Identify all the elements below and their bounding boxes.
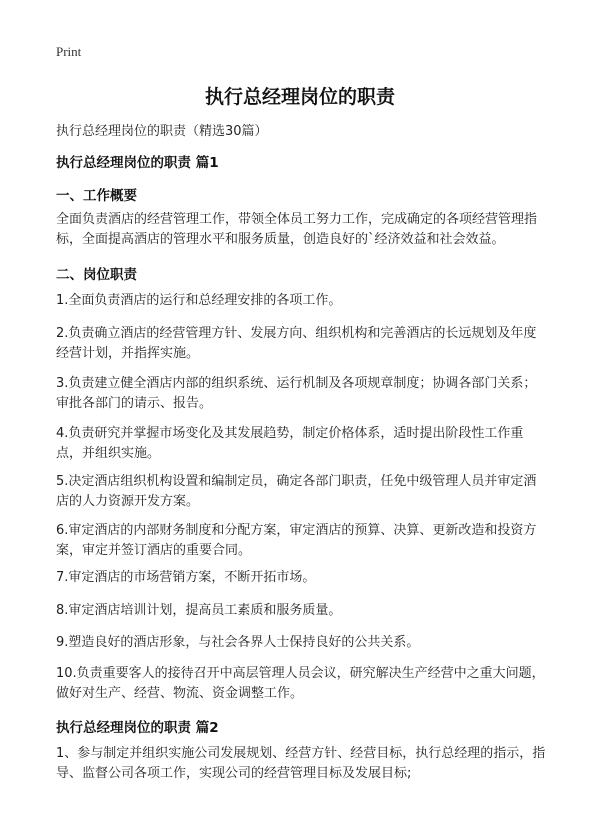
duties-heading: 二、岗位职责 [56, 267, 137, 283]
article-2-heading: 执行总经理岗位的职责 篇2 [56, 720, 219, 736]
overview-heading: 一、工作概要 [56, 188, 137, 204]
document-title: 执行总经理岗位的职责 [204, 86, 395, 108]
print-link[interactable]: Print [56, 44, 82, 59]
duty-item-7: 7.审定酒店的市场营销方案，不断开拓市场。 [56, 570, 316, 585]
duty-item-1: 1.全面负责酒店的运行和总经理安排的各项工作。 [56, 293, 342, 308]
overview-paragraph: 全面负责酒店的经营管理工作，带领全体员工努力工作，完成确定的各项经营管理指标，全面提高酒店的管理水平和服务质量，创造良好的`经济效益和社会效益。 [56, 212, 538, 247]
document-subtitle: 执行总经理岗位的职责（精选30篇） [56, 124, 268, 139]
duty-item-6: 6.审定酒店的内部财务制度和分配方案，审定酒店的预算、决算、更新改造和投资方案，审定并签订酒店的重要合同。 [56, 523, 537, 558]
duty-item-5: 5.决定酒店组织机构设置和编制定员，确定各部门职责，任免中级管理人员并审定酒店的人力资源开发方案。 [56, 474, 537, 509]
article-1-heading: 执行总经理岗位的职责 篇1 [56, 155, 219, 171]
article-2-item-1: 1、参与制定并组织实施公司发展规划、经营方针、经营目标，执行总经理的指示，指导、监督公司各项工作，实现公司的经营管理目标及发展目标; [56, 746, 546, 781]
duty-item-4: 4.负责研究并掌握市场变化及其发展趋势，制定价格体系，适时提出阶段性工作重点，并组织实施。 [56, 426, 524, 461]
duty-item-8: 8.审定酒店培训计划，提高员工素质和服务质量。 [56, 603, 342, 618]
duty-item-2: 2.负责确立酒店的经营管理方针、发展方向、组织机构和完善酒店的长远规划及年度经营计划，并指挥实施。 [56, 326, 537, 361]
duty-item-10: 10.负责重要客人的接待召开中高层管理人员会议，研究解决生产经营中之重大问题，做好对生产、经营、物流、资金调整工作。 [56, 666, 545, 701]
duty-item-3: 3.负责建立健全酒店内部的组织系统、运行机制及各项规章制度；协调各部门关系；审批各部门的请示、报告。 [56, 376, 537, 411]
duty-item-9: 9.塑造良好的酒店形象，与社会各界人士保持良好的公共关系。 [56, 635, 420, 650]
